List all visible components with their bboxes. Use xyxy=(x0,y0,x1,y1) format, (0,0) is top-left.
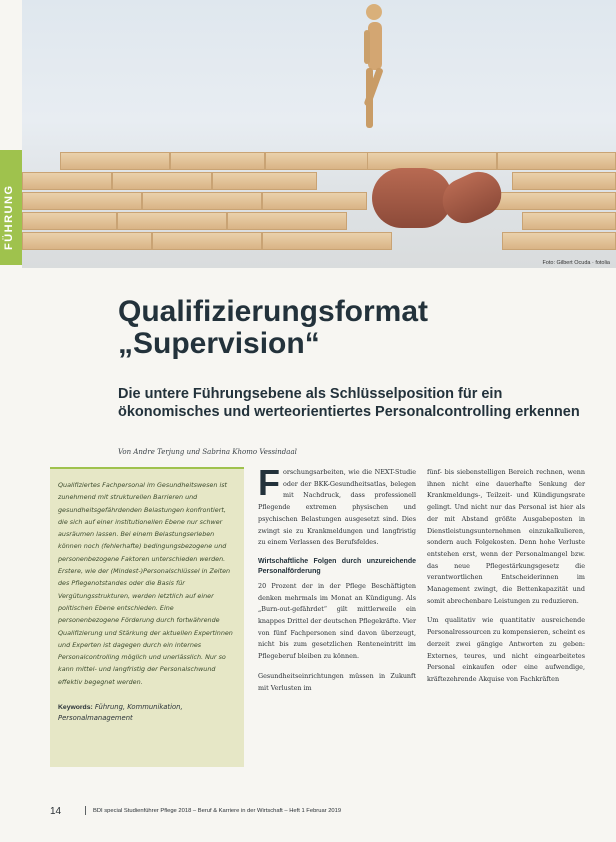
photo-credit: Foto: Gilbert Ocuda · fotolia xyxy=(542,260,610,266)
wood-block xyxy=(170,152,265,170)
keywords-label: Keywords: xyxy=(58,704,93,712)
abstract-box xyxy=(50,467,244,767)
title-line-2: „Supervision“ xyxy=(118,327,320,360)
paragraph: fünf- bis siebenstelligen Bereich rechnen, wenn ihnen nicht eine dauerhafte Senkung der Krankmeldungs-, Teilzeit- und Kündigungsrate gelingt. Und nicht nur das Personal ist hier als der mit Abstand größte Ausgabeposten in Dienstleistungsunternehmen einzukalkulieren, sondern auch Folgekosten. Denn hohe Verluste entstehen erst, wenn der Personalmangel bzw. das neue Pflegestärkungsgesetz die verantwortlichen Entscheiderinnen im Management zwingt, die Bettenkapazität und somit abrechenbare Leistungen zu reduzieren. xyxy=(427,468,585,605)
hero-photo xyxy=(22,0,616,268)
wood-block xyxy=(265,152,370,170)
wood-block xyxy=(60,152,170,170)
page-number: 14 xyxy=(50,806,62,817)
section-tab xyxy=(0,150,22,265)
paragraph-text: orschungsarbeiten, wie die NEXT-Studie oder der BKK-Gesundheitsatlas, belegen mit Nachdruck, dass professionell Pflegende extremen physischen und psychischen Belastungen ausgesetzt sind. Dies zwingt sie zu Krankmeldungen und langfristig zu einem Verlassen des Berufsfeldes. xyxy=(258,468,416,547)
wood-block xyxy=(117,212,227,230)
title-line-1: Qualifizierungsformat xyxy=(118,295,429,328)
wood-block xyxy=(112,172,212,190)
wood-block xyxy=(22,172,112,190)
wood-block xyxy=(497,152,616,170)
footer-text: BDI special Studienführer Pflege 2018 – Beruf & Karriere in der Wirtschaft – Heft 1 Februar 2019 xyxy=(93,808,342,814)
text-column-2 xyxy=(427,467,585,694)
paragraph: 20 Prozent der in der Pflege Beschäftigten denken mehrmals im Monat an Kündigung. Als „Burn-out-gefährdet“ gilt mittlerweile ein knappes Drittel der deutschen Pflegekräfte. Vier von fünf Fachpersonen sind davon überzeugt, nicht bis zum gesetzlichen Renteneintritt im Pflegeberuf bleiben zu können. xyxy=(258,581,416,661)
section-heading: Wirtschaftliche Folgen durch unzureichende Personalförderung xyxy=(258,557,416,575)
wood-block xyxy=(142,192,262,210)
wood-block xyxy=(492,192,616,210)
wood-block xyxy=(227,212,347,230)
paragraph: Gesundheitseinrichtungen müssen in Zukunft mit Verlusten im xyxy=(258,671,416,692)
article-title xyxy=(118,296,588,360)
section-tab-label: FÜHRUNG xyxy=(3,184,15,250)
hand-shape xyxy=(435,164,508,230)
wood-block xyxy=(512,172,616,190)
keywords xyxy=(58,702,236,724)
wood-block xyxy=(262,232,392,250)
drop-cap: F xyxy=(258,462,280,503)
article-authors: Von Andre Terjung und Sabrina Khomo Vessindaal xyxy=(118,448,297,456)
wooden-figure-illustration xyxy=(352,0,392,140)
wood-block xyxy=(152,232,262,250)
wood-block xyxy=(502,232,616,250)
wood-block xyxy=(22,192,142,210)
footer-separator: | xyxy=(84,806,88,816)
paragraph: Um qualitativ wie quantitativ ausreichende Personalressourcen zu kompensieren, scheint es derzeit zwei gängige Antworten zu geben: Externes, teures, und nicht eingearbeitetes Personal einkaufen oder eine aufwendige, kräftezehrende Akquise von Fachkräften xyxy=(427,616,585,683)
text-column-1 xyxy=(258,462,416,702)
hand-shape xyxy=(372,168,452,228)
paragraph xyxy=(258,462,416,549)
article-subtitle: Die untere Führungsebene als Schlüsselposition für ein ökonomisches und werteorientiertes Personalcontrolling erkennen xyxy=(118,386,580,420)
wood-block xyxy=(22,232,152,250)
wood-block xyxy=(522,212,616,230)
abstract-text: Qualifiziertes Fachpersonal im Gesundheitswesen ist zunehmend mit strukturellen Barrieren und gesundheitsgefährdenden Belastungen konfrontiert, die sich auf einer institutionellen Ebene nur schwer ausräumen lassen. Bei einem Belastungserleben können noch (fehlerhafte) bedingungsbezogene und personenbezogene Faktoren unterschieden werden. Erstere, wie der (Mindest-)Personalschlüssel in Zeiten des Pflegenotstandes oder die Basis für Vergütungsstrukturen, werden letztlich auf einer politischen Ebene entschieden. Eine personenbezogene Förderung durch fortwährende Qualifizierung und Stärkung der aktuellen Expertinnen und Experten ist dagegen durch ein internes Personalcontrolling möglich und unerlässlich. Nur so kann mittel- und langfristig der Personalschwund effektiv begegnet werden. xyxy=(58,481,233,686)
wood-block xyxy=(22,212,117,230)
wood-bridge-block xyxy=(367,152,497,170)
wood-block xyxy=(212,172,317,190)
keywords-text: Führung, Kommunikation, Personalmanagement xyxy=(58,703,183,723)
wood-block xyxy=(262,192,367,210)
